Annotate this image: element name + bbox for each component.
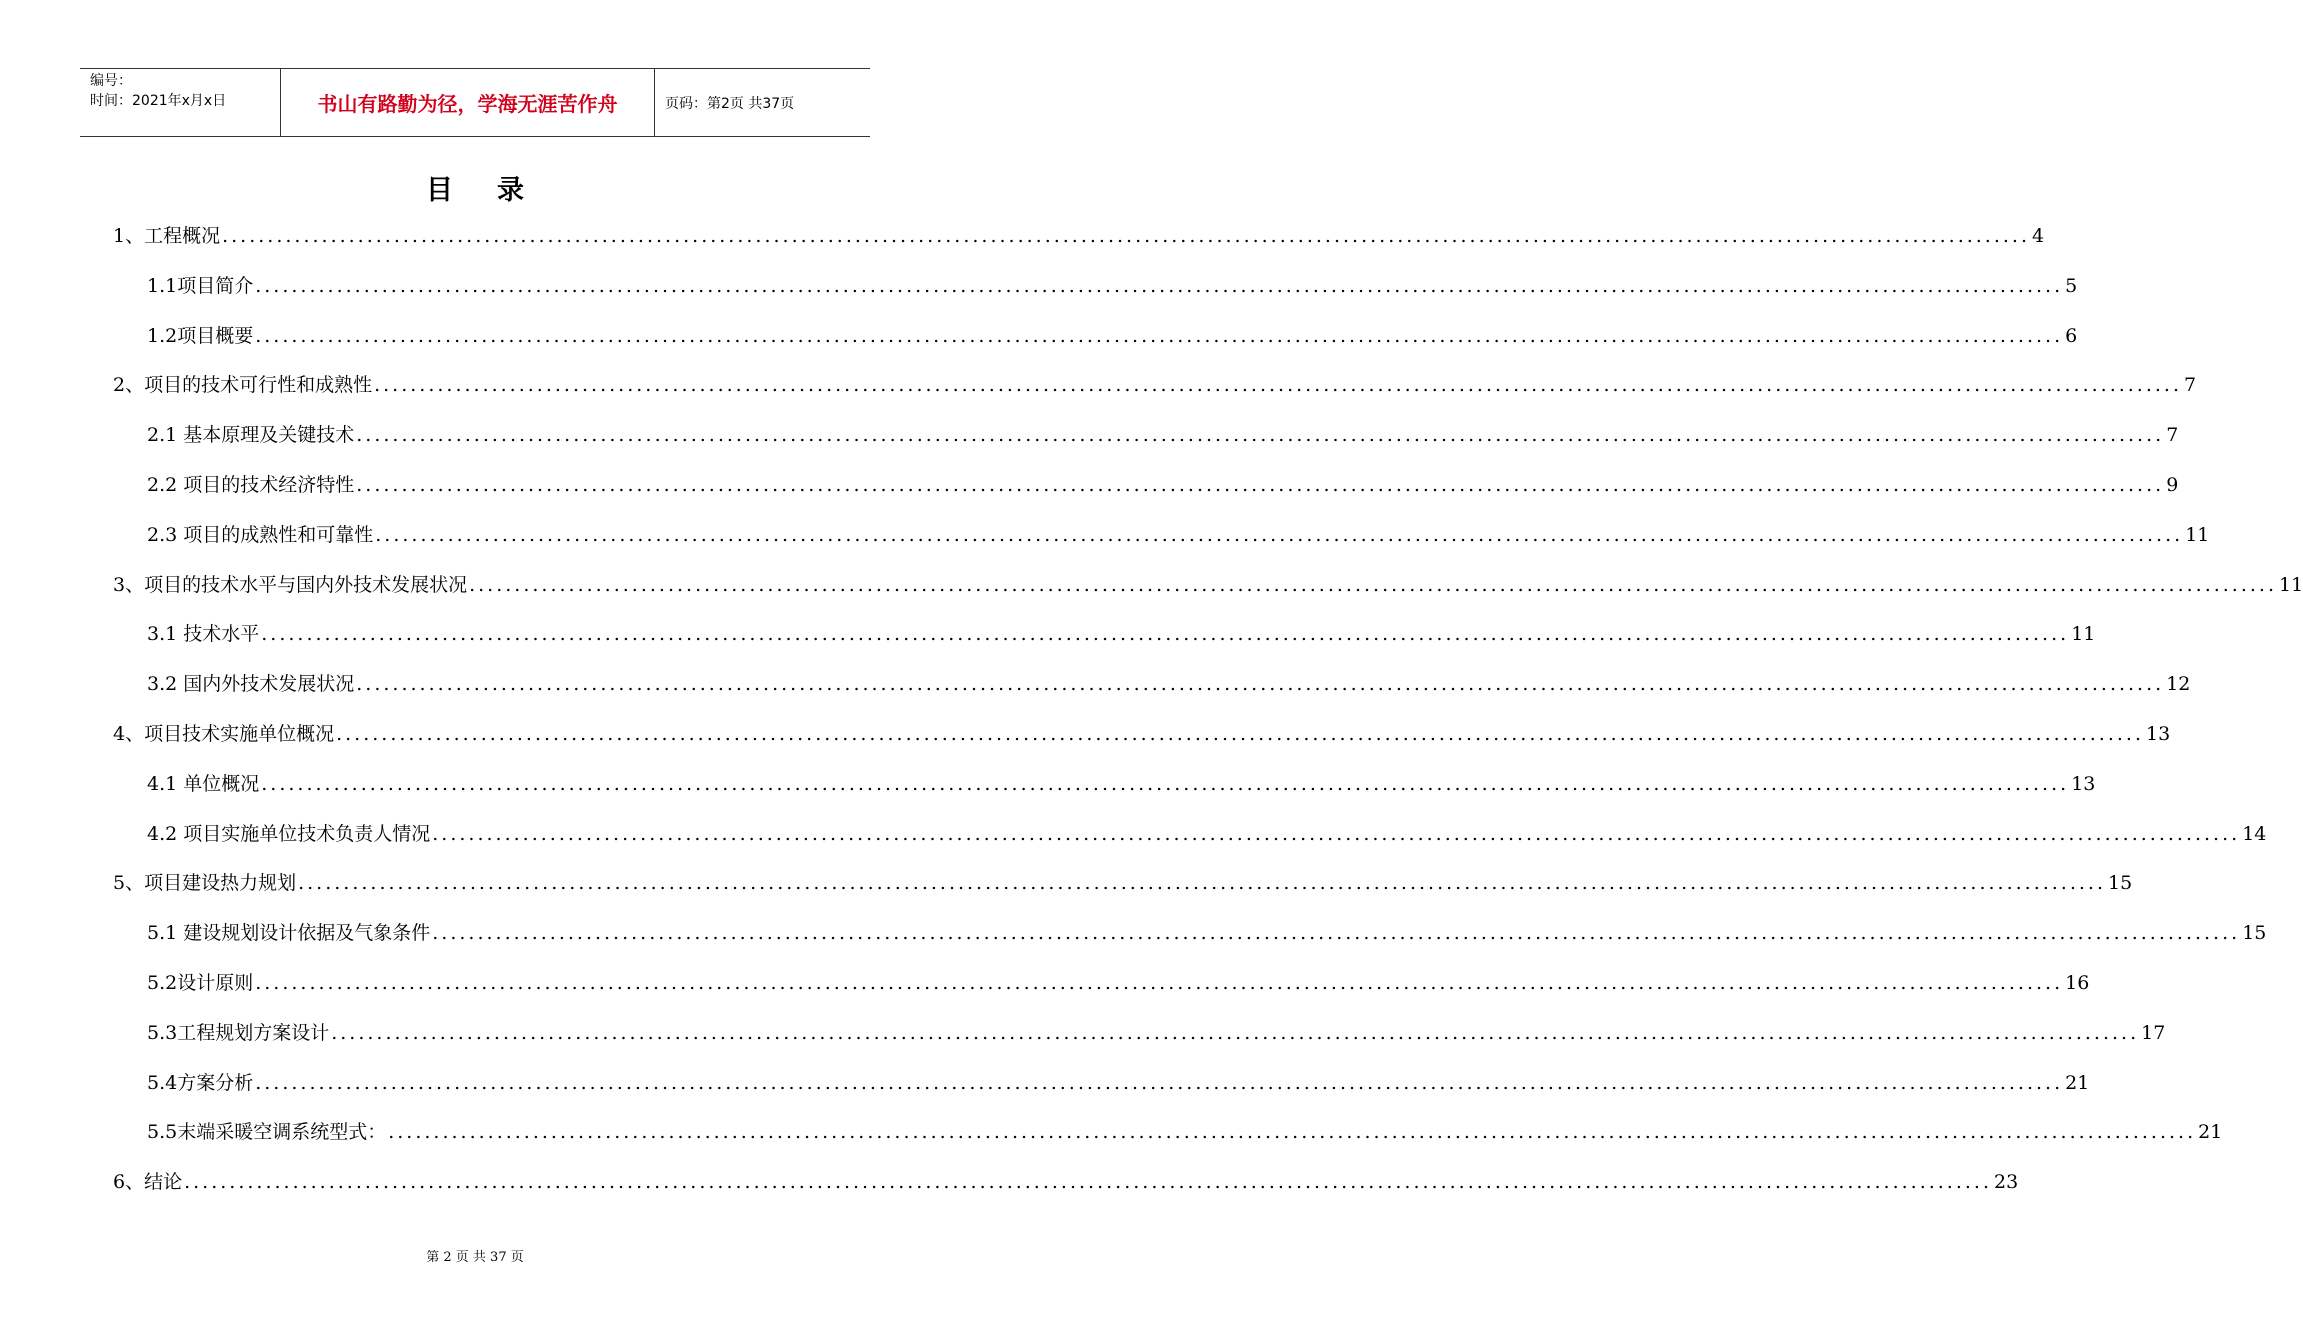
toc-entry-page: 6 — [2065, 324, 2078, 347]
toc-leader-dots: ........................................................................................................................................................................................................ — [336, 723, 2145, 745]
toc-title: 目录 — [426, 175, 568, 206]
toc-entry-label: 1.1项目简介 — [147, 274, 254, 297]
toc-entry-label: 3.2 国内外技术发展状况 — [147, 673, 355, 696]
toc-entry-label: 2.2 项目的技术经济特性 — [147, 474, 355, 496]
toc-entry-page: 11 — [2279, 573, 2303, 596]
toc-entry-label: 2、项目的技术可行性和成熟性 — [113, 374, 373, 397]
toc-entry[interactable] — [113, 716, 2171, 752]
toc-entry-page: 17 — [2141, 1021, 2166, 1044]
toc-entry-page: 11 — [2185, 523, 2210, 546]
toc-entry-page: 13 — [2071, 772, 2096, 795]
toc-entry-label: 1、工程概况 — [113, 225, 221, 247]
toc-leader-dots: ........................................................................................................................................................................................................ — [356, 474, 2165, 496]
toc-entry-label: 5.2设计原则 — [147, 972, 254, 994]
toc-entry[interactable] — [113, 367, 2197, 403]
toc-entry-page: 23 — [1994, 1171, 2019, 1194]
toc-leader-dots: ........................................................................................................................................................................................................ — [432, 922, 2241, 945]
toc-leader-dots: ........................................................................................................................................................................................................ — [388, 1121, 2197, 1144]
toc-entry-label: 5、项目建设热力规划 — [113, 872, 297, 895]
page-footer: 第 2 页 共 37 页 — [426, 1250, 524, 1265]
toc-entry-page: 7 — [2184, 374, 2197, 397]
toc-entry[interactable] — [113, 567, 2303, 603]
toc-leader-dots: ........................................................................................................................................................................................................ — [255, 972, 2064, 994]
toc-entry-label: 5.1 建设规划设计依据及气象条件 — [147, 922, 431, 945]
toc-entry-label: 4、项目技术实施单位概况 — [113, 723, 335, 745]
toc-entry-page: 11 — [2071, 623, 2096, 646]
toc-entry[interactable] — [113, 865, 2133, 901]
toc-entry-label: 1.2项目概要 — [147, 324, 254, 347]
toc-entry[interactable] — [147, 915, 2267, 951]
toc-entry[interactable] — [147, 965, 2090, 1001]
toc-entry[interactable] — [113, 218, 2045, 254]
toc-entry-page: 13 — [2146, 723, 2171, 745]
toc-leader-dots: ........................................................................................................................................................................................................ — [356, 673, 2165, 696]
toc-entry-page: 16 — [2065, 972, 2090, 994]
toc-entry[interactable] — [147, 666, 2191, 702]
toc-leader-dots: ........................................................................................................................................................................................................ — [469, 573, 2278, 596]
toc-leader-dots: ........................................................................................................................................................................................................ — [298, 872, 2107, 895]
toc-entry-page: 21 — [2065, 1071, 2090, 1094]
toc-entry[interactable] — [147, 816, 2267, 852]
toc-entry-page: 14 — [2242, 822, 2267, 845]
toc-entry-page: 7 — [2166, 424, 2179, 447]
toc-leader-dots: ........................................................................................................................................................................................................ — [255, 324, 2064, 347]
toc-entry-page: 12 — [2166, 673, 2191, 696]
toc-entry-page: 4 — [2032, 225, 2045, 247]
toc-leader-dots: ........................................................................................................................................................................................................ — [374, 374, 2183, 397]
toc-entry-page: 21 — [2198, 1121, 2223, 1144]
toc-leader-dots: ........................................................................................................................................................................................................ — [184, 1171, 1993, 1194]
toc-entry[interactable] — [147, 1065, 2090, 1101]
toc-entry[interactable] — [147, 268, 2078, 304]
toc-leader-dots: ........................................................................................................................................................................................................ — [261, 772, 2070, 795]
document-time-label: 时间：2021年x月x日 — [90, 93, 227, 109]
toc-entry-label: 3.1 技术水平 — [147, 623, 260, 646]
toc-entry-label: 4.1 单位概况 — [147, 772, 260, 795]
toc-leader-dots: ........................................................................................................................................................................................................ — [331, 1021, 2140, 1044]
toc-leader-dots: ........................................................................................................................................................................................................ — [255, 274, 2064, 297]
toc-entry[interactable] — [147, 766, 2096, 802]
toc-leader-dots: ........................................................................................................................................................................................................ — [222, 225, 2031, 247]
toc-entry[interactable] — [147, 467, 2179, 503]
toc-entry[interactable] — [147, 417, 2179, 453]
toc-entry-label: 5.5末端采暖空调系统型式： — [147, 1121, 387, 1144]
toc-entry-page: 15 — [2108, 872, 2133, 895]
toc-leader-dots: ........................................................................................................................................................................................................ — [261, 623, 2070, 646]
toc-entry[interactable] — [147, 616, 2096, 652]
toc-entry-page: 5 — [2065, 274, 2078, 297]
header-motto: 书山有路勤为径，学海无涯苦作舟 — [280, 69, 655, 136]
toc-entry-label: 2.1 基本原理及关键技术 — [147, 424, 355, 447]
toc-entry-page: 9 — [2166, 474, 2179, 496]
toc-entry[interactable] — [113, 1164, 2019, 1200]
toc-leader-dots: ........................................................................................................................................................................................................ — [432, 822, 2241, 845]
document-number-label: 编号： — [90, 73, 132, 89]
page-header — [80, 68, 870, 137]
header-page-info: 页码：第2页 共37页 — [665, 95, 795, 112]
toc-entry[interactable] — [147, 318, 2078, 354]
toc-entry-label: 5.3工程规划方案设计 — [147, 1021, 330, 1044]
toc-entry[interactable] — [147, 1114, 2223, 1150]
toc-entry-label: 5.4方案分析 — [147, 1071, 254, 1094]
toc-entry[interactable] — [147, 1015, 2166, 1051]
toc-leader-dots: ........................................................................................................................................................................................................ — [255, 1071, 2064, 1094]
toc-entry-label: 4.2 项目实施单位技术负责人情况 — [147, 822, 431, 845]
toc-entry-label: 3、项目的技术水平与国内外技术发展状况 — [113, 573, 468, 596]
toc-leader-dots: ........................................................................................................................................................................................................ — [375, 523, 2184, 546]
toc-entry[interactable] — [147, 517, 2210, 553]
toc-entry-label: 2.3 项目的成熟性和可靠性 — [147, 523, 374, 546]
toc-entry-page: 15 — [2242, 922, 2267, 945]
header-meta — [80, 69, 280, 136]
toc-leader-dots: ........................................................................................................................................................................................................ — [356, 424, 2165, 447]
toc-entry-label: 6、结论 — [113, 1171, 183, 1194]
